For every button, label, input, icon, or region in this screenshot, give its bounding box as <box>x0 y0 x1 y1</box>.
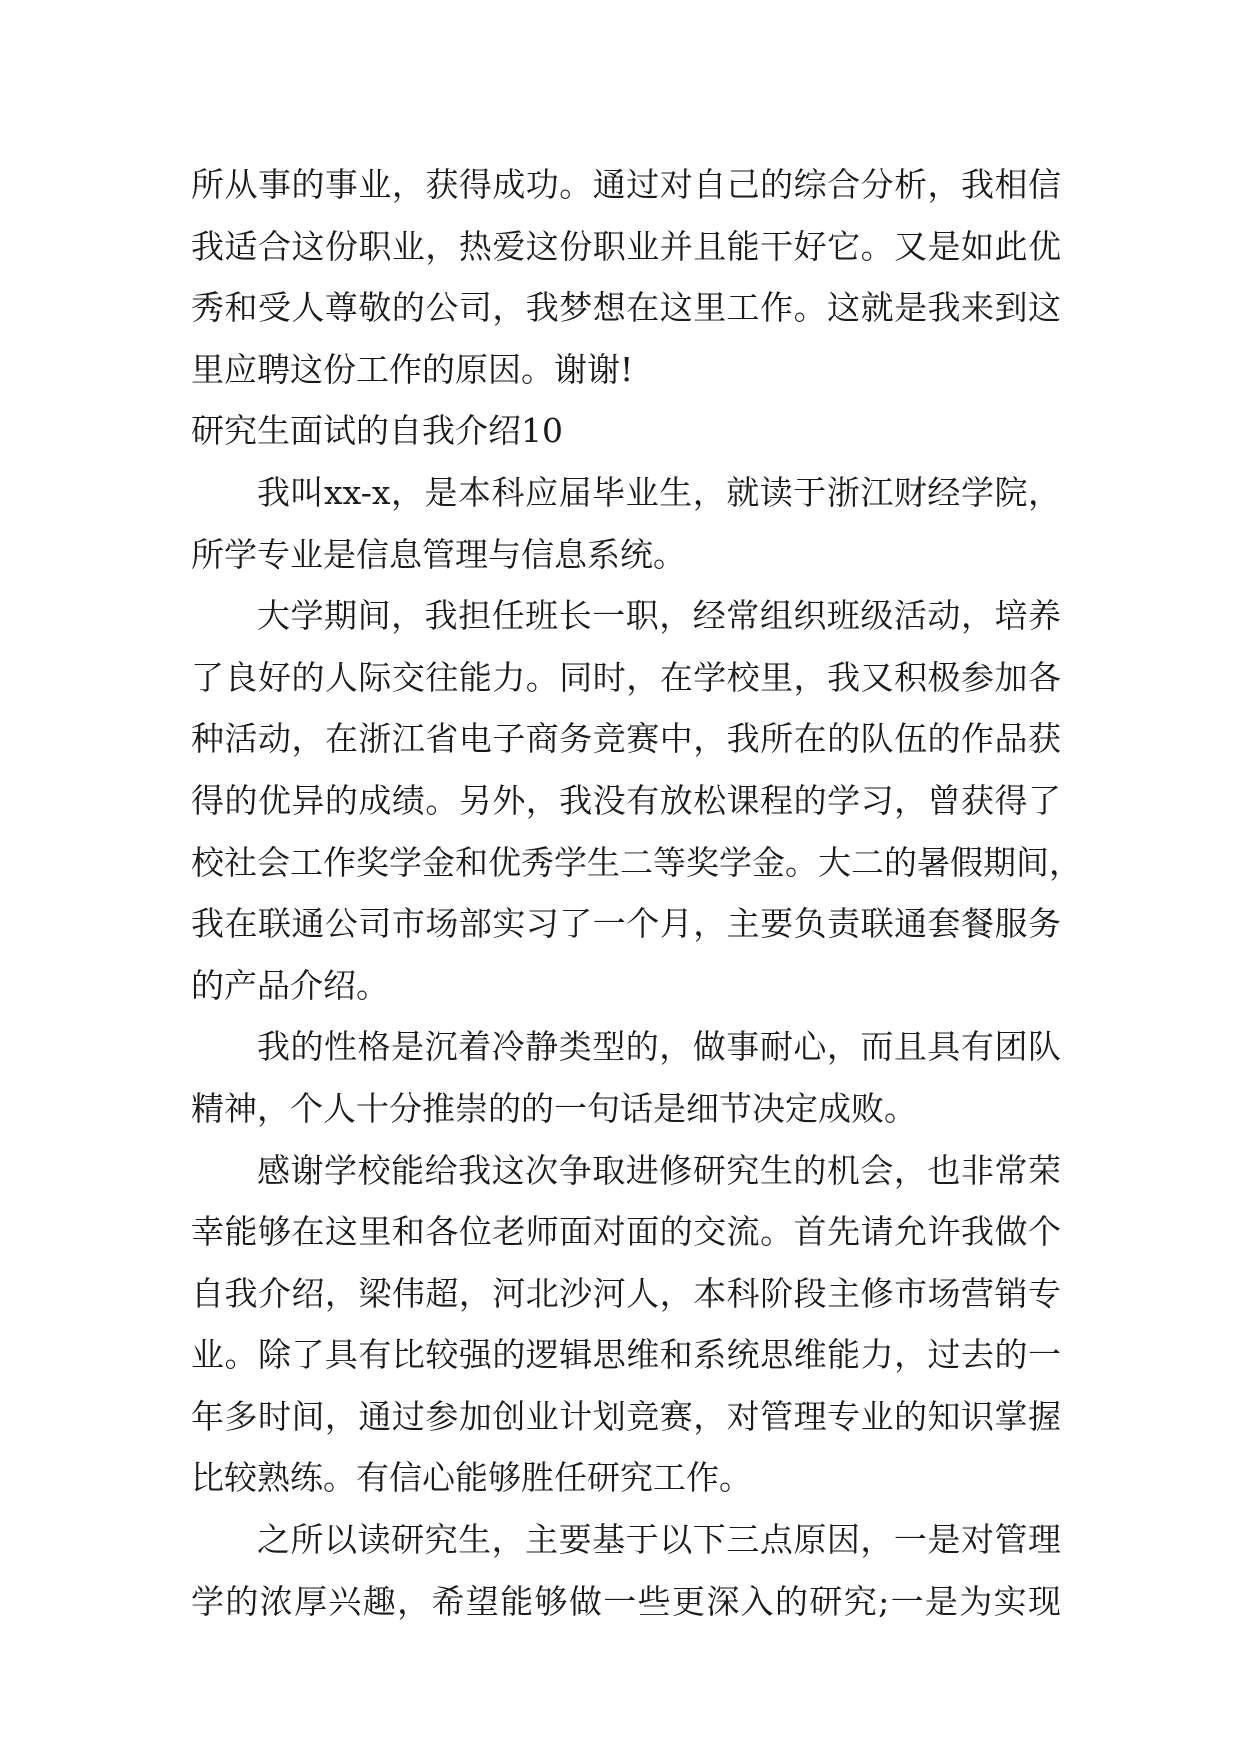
text-line: 学的浓厚兴趣，希望能够做一些更深入的研究;一是为实现 <box>191 1581 1061 1621</box>
text-line: 大学期间，我担任班长一职，经常组织班级活动，培养 <box>257 596 1061 636</box>
section-title: 研究生面试的自我介绍10 <box>191 411 563 451</box>
text-line: 幸能够在这里和各位老师面对面的交流。首先请允许我做个 <box>191 1212 1061 1252</box>
paragraph-4 <box>191 1140 1061 1510</box>
text-line: 所从事的事业，获得成功。通过对自己的综合分析，我相信 <box>191 165 1061 204</box>
text-line: 我适合这份职业，热爱这份职业并且能干好它。又是如此优 <box>191 226 1061 266</box>
text-line: 所学专业是信息管理与信息系统。 <box>191 534 686 574</box>
text-line: 比较熟练。有信心能够胜任研究工作。 <box>191 1458 752 1498</box>
text-line: 校社会工作奖学金和优秀学生二等奖学金。大二的暑假期间， <box>191 842 1082 882</box>
paragraph-2 <box>191 585 1082 1016</box>
text-line: 得的优异的成绩。另外，我没有放松课程的学习，曾获得了 <box>191 780 1061 820</box>
text-line: 了良好的人际交往能力。同时，在学校里，我又积极参加各 <box>191 657 1061 697</box>
paragraph-3 <box>191 1016 1061 1139</box>
text-line: 的产品介绍。 <box>191 965 389 1005</box>
intro-paragraph <box>191 154 1061 400</box>
text-line: 种活动，在浙江省电子商务竞赛中，我所在的队伍的作品获 <box>191 719 1061 759</box>
paragraph-5 <box>191 1509 1061 1632</box>
text-line: 精神，个人十分推崇的的一句话是细节决定成败。 <box>191 1088 917 1128</box>
text-line: 里应聘这份工作的原因。谢谢! <box>191 349 634 389</box>
paragraph-1 <box>191 462 1061 585</box>
text-line: 感谢学校能给我这次争取进修研究生的机会，也非常荣 <box>257 1150 1061 1190</box>
text-line: 之所以读研究生，主要基于以下三点原因，一是对管理 <box>257 1520 1061 1560</box>
document-body <box>191 154 1082 1632</box>
text-line: 我叫xx-x，是本科应届毕业生，就读于浙江财经学院， <box>257 472 1061 512</box>
text-line: 我的性格是沉着冷静类型的，做事耐心，而且具有团队 <box>257 1027 1061 1067</box>
text-line: 自我介绍，梁伟超，河北沙河人，本科阶段主修市场营销专 <box>191 1273 1061 1313</box>
text-line: 年多时间，通过参加创业计划竞赛，对管理专业的知识掌握 <box>191 1396 1061 1436</box>
text-line: 秀和受人尊敬的公司，我梦想在这里工作。这就是我来到这 <box>191 288 1061 328</box>
text-line: 我在联通公司市场部实习了一个月，主要负责联通套餐服务 <box>191 904 1061 944</box>
text-line: 业。除了具有比较强的逻辑思维和系统思维能力，过去的一 <box>191 1335 1061 1375</box>
